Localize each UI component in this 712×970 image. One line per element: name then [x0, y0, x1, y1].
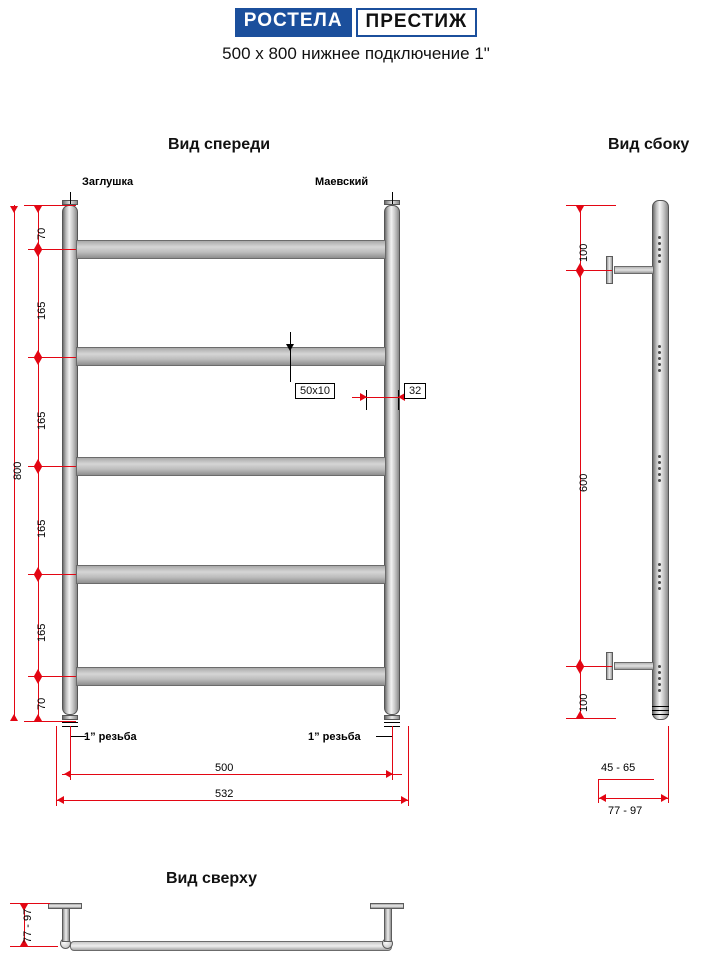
top-dim-depth-total: 77 - 97: [22, 908, 34, 943]
profile-arrow-down: [286, 344, 294, 351]
chain-arrow-0a: [34, 206, 42, 213]
dim-seg-3: 165: [36, 519, 48, 538]
label-thread-left: 1” резьба: [84, 731, 137, 743]
side-rung-dots-1: [656, 236, 664, 266]
chain-arrow-3a: [34, 467, 42, 474]
dim-seg-top: 70: [36, 227, 48, 240]
side-dim-600-line: [580, 270, 581, 666]
side-thread-2: [652, 710, 669, 711]
label-maevsky: Маевский: [315, 176, 369, 188]
ext-tick-top: [24, 205, 76, 206]
caption-top-view: Вид сверху: [166, 870, 257, 887]
caption-front-view: Вид спереди: [168, 136, 271, 153]
side-depth-range-line: [598, 779, 654, 780]
chain-arrow-5a: [34, 677, 42, 684]
left-thread-line-1: [62, 722, 78, 723]
plug-leader: [70, 192, 71, 204]
dim-width-inner: 500: [215, 762, 234, 774]
side-dim-center: 600: [578, 473, 590, 492]
w500-dim-line: [62, 774, 402, 775]
side-depth-arrow-right: [661, 794, 668, 802]
rung-5: [76, 667, 386, 686]
top-ext-lower: [10, 946, 58, 947]
label-depth-32: 32: [404, 383, 426, 399]
side-600-arrow-a: [576, 271, 584, 278]
chain-arrow-1b: [34, 350, 42, 357]
chain-arrow-0b: [34, 242, 42, 249]
side-100-top-arrow-b: [576, 263, 584, 270]
top-right-bracket-flange: [370, 903, 404, 909]
side-600-arrow-b: [576, 659, 584, 666]
chain-arrow-1a: [34, 250, 42, 257]
chain-arrow-4a: [34, 575, 42, 582]
brand-logo: [0, 8, 712, 37]
product-subtitle: 500 x 800 нижнее подключение 1": [222, 44, 490, 63]
side-ext-mid-top: [566, 270, 612, 271]
side-ext-mid-bottom: [566, 666, 612, 667]
brand-secondary: ПРЕСТИЖ: [356, 8, 478, 37]
side-bracket-bottom-arm: [614, 662, 654, 670]
side-bracket-top-arm: [614, 266, 654, 274]
profile-leader-v: [290, 332, 291, 382]
side-100-top-arrow-a: [576, 206, 584, 213]
dim-seg-1: 165: [36, 301, 48, 320]
right-post-foot: [384, 715, 400, 720]
side-dim-top-offset: 100: [578, 243, 590, 262]
chain-arrow-5b: [34, 714, 42, 721]
side-dim-bottom-offset: 100: [578, 693, 590, 712]
side-rung-dots-4: [656, 563, 664, 593]
side-rung-dots-3: [656, 455, 664, 485]
chain-arrow-4b: [34, 669, 42, 676]
side-ext-top: [566, 205, 616, 206]
side-depth-ext-right: [668, 726, 669, 803]
side-dim-depth-total: 77 - 97: [608, 805, 643, 817]
top-bar: [70, 941, 392, 951]
side-depth-total-line: [598, 798, 668, 799]
rung-4: [76, 565, 386, 584]
brand-primary: РОСТЕЛА: [235, 8, 352, 37]
dim-seg-bottom: 70: [36, 697, 48, 710]
top-left-bracket-arm: [62, 908, 70, 942]
side-thread-3: [652, 714, 669, 715]
chain-arrow-2b: [34, 459, 42, 466]
side-rung-dots-5: [656, 665, 664, 695]
chain-arrow-2a: [34, 358, 42, 365]
side-rung-dots-2: [656, 345, 664, 375]
side-ext-bottom: [566, 718, 616, 719]
w532-arrow-right: [401, 796, 408, 804]
side-thread-1: [652, 706, 669, 707]
total-arrow-top: [10, 206, 18, 213]
side-depth-arrow-left: [599, 794, 606, 802]
maevsky-leader: [392, 192, 393, 204]
top-ext-upper: [10, 903, 50, 904]
rung-3: [76, 457, 386, 476]
w500-arrow-left: [64, 770, 71, 778]
label-profile: 50x10: [295, 383, 335, 399]
depth-arrow-right: [360, 393, 367, 401]
right-post: [384, 205, 400, 715]
dim-total-height: 800: [12, 461, 24, 480]
w532-arrow-left: [57, 796, 64, 804]
caption-side-view: Вид сбоку: [608, 136, 690, 153]
side-100-bottom-arrow-b: [576, 711, 584, 718]
side-100-bottom-arrow-a: [576, 667, 584, 674]
rung-2: [76, 347, 386, 366]
dim-width-outer: 532: [215, 788, 234, 800]
top-left-bracket-flange: [48, 903, 82, 909]
w500-arrow-right: [386, 770, 393, 778]
left-post-foot: [62, 715, 78, 720]
right-thread-line-1: [384, 722, 400, 723]
side-dim-depth-range: 45 - 65: [601, 762, 636, 774]
dim-seg-4: 165: [36, 623, 48, 642]
dim-seg-2: 165: [36, 411, 48, 430]
w532-ext-right: [408, 726, 409, 806]
top-right-bracket-arm: [384, 908, 392, 942]
total-arrow-bottom: [10, 714, 18, 721]
label-thread-right: 1” резьба: [308, 731, 361, 743]
label-plug: Заглушка: [82, 176, 134, 188]
right-thread-leader-h: [376, 736, 392, 737]
w532-ext-left: [56, 726, 57, 806]
ext-tick-bottom: [24, 721, 76, 722]
rung-1: [76, 240, 386, 259]
w532-dim-line: [56, 800, 408, 801]
chain-arrow-3b: [34, 567, 42, 574]
